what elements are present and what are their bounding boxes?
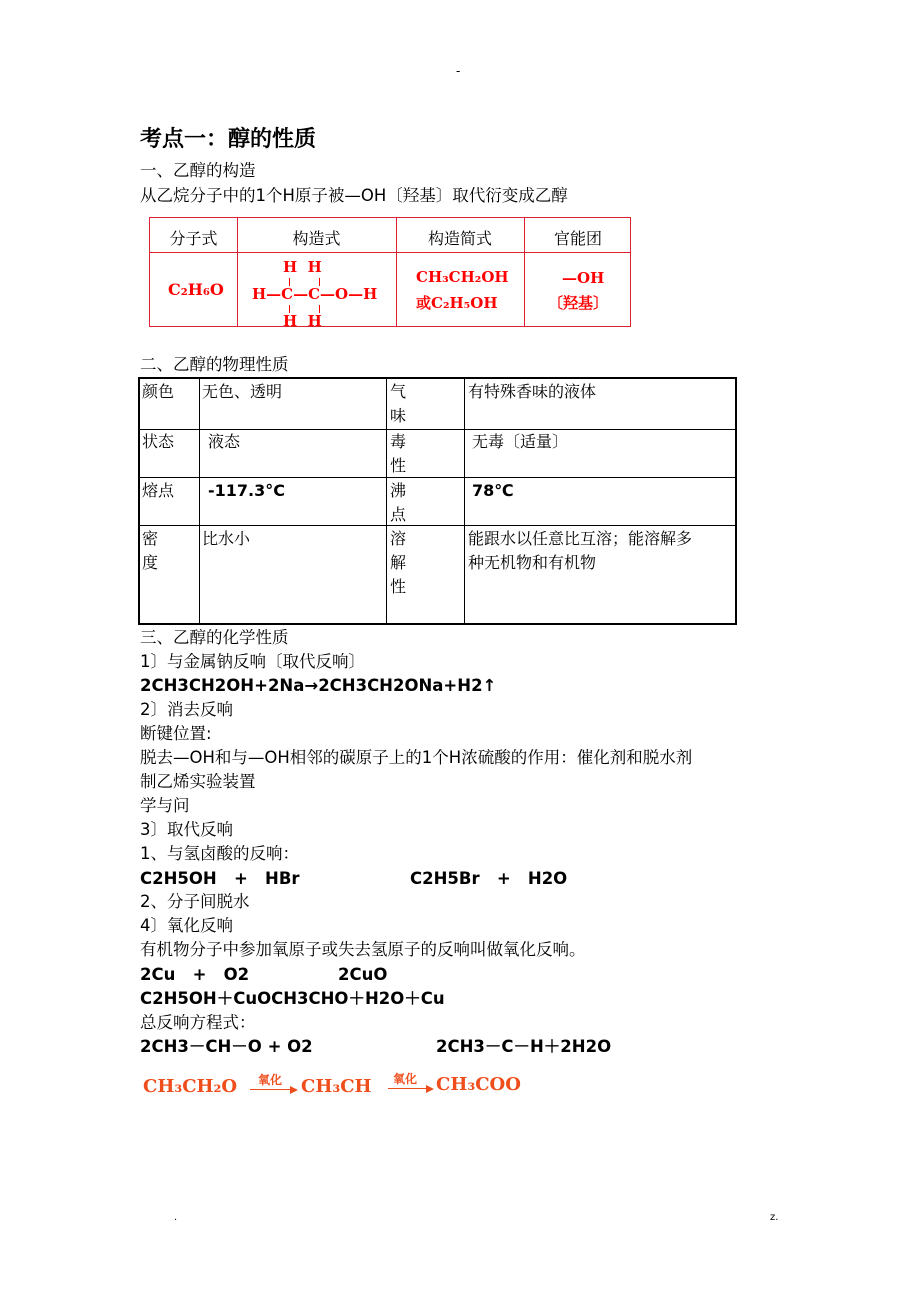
functional-group-name: 〔羟基〕: [548, 294, 609, 312]
reaction-1-title: 1〕与金属钠反响〔取代反响〕: [140, 652, 365, 671]
header-structural-formula: 构造式: [292, 229, 341, 248]
simplified-formula-2: 或C₂H₅OH: [416, 294, 498, 312]
label-solubility: 溶 解 性: [390, 529, 407, 596]
value-melting-point: -117.3°C: [208, 481, 285, 500]
label-density: 密 度: [142, 529, 159, 572]
hbr-products: C2H5Br + H2O: [410, 869, 568, 888]
oxidation-definition: 有机物分子中参加氧原子或失去氢原子的反响叫做氧化反响。: [140, 940, 586, 959]
page-title: 考点一：醇的性质: [140, 126, 317, 152]
overall-reactants: 2CH3－CH－O + O2: [140, 1037, 313, 1056]
value-solubility: 能跟水以任意比互溶；能溶解多 种无机物和有机物: [468, 529, 693, 572]
footer-left: .: [174, 1212, 178, 1223]
value-density: 比水小: [202, 529, 251, 548]
chain-acetic-acid: CH₃COO: [436, 1074, 521, 1095]
ethylene-apparatus: 制乙烯实验装置: [140, 772, 256, 791]
arrow-2-icon: [426, 1085, 434, 1093]
arrow-2-shaft: [388, 1088, 426, 1089]
hbr-reactants: C2H5OH + HBr: [140, 869, 300, 888]
label-state: 状态: [142, 432, 175, 451]
section2-heading: 二、乙醇的物理性质: [140, 355, 289, 374]
arrow-1-shaft: [250, 1089, 290, 1090]
footer-right: z.: [770, 1212, 779, 1223]
header-functional-group: 官能团: [553, 229, 602, 248]
elimination-description: 脱去—OH和与—OH相邻的碳原子上的1个H浓硫酸的作用：催化剂和脱水剂: [140, 748, 693, 767]
header-mark: -: [456, 64, 461, 78]
section1-heading: 一、乙醇的构造: [140, 161, 256, 180]
functional-group: —OH: [562, 269, 605, 287]
ethanol-cuo-equation: C2H5OH＋CuOCH3CHO＋H2O＋Cu: [140, 989, 445, 1008]
header-molecular-formula: 分子式: [169, 229, 218, 248]
molecular-formula: C₂H₆O: [168, 280, 224, 299]
value-boiling-point: 78℃: [472, 481, 514, 500]
reaction-2-title: 2〕消去反响: [140, 700, 233, 719]
chain-arrow-label-1: 氧化: [258, 1073, 283, 1087]
struct-main-chain: H—C—C—O—H: [252, 285, 378, 303]
bond-break-position: 断键位置:: [140, 724, 212, 743]
section3-heading: 三、乙醇的化学性质: [140, 628, 289, 647]
simplified-formula-1: CH₃CH₂OH: [416, 268, 509, 286]
label-boiling-point: 沸 点: [390, 481, 407, 524]
hydrohalic-acid-title: 1、与氢卤酸的反响：: [140, 844, 299, 863]
copper-oxidation-reactants: 2Cu + O2: [140, 965, 250, 984]
chain-arrow-label-2: 氧化: [393, 1072, 418, 1086]
intermolecular-dehydration: 2、分子间脱水: [140, 892, 250, 911]
label-color: 颜色: [142, 382, 175, 401]
study-question: 学与问: [140, 796, 190, 815]
label-melting-point: 熔点: [142, 481, 175, 500]
value-color: 无色、透明: [202, 382, 283, 401]
chain-ethanol: CH₃CH₂O: [143, 1076, 238, 1097]
struct-bottom-h: H H: [283, 312, 322, 330]
value-odor: 有特殊香味的液体: [468, 382, 597, 401]
label-toxicity: 毒 性: [390, 432, 407, 475]
label-odor: 气 味: [390, 382, 407, 425]
reaction-3-title: 3〕取代反响: [140, 820, 233, 839]
arrow-1-icon: [290, 1086, 298, 1094]
header-simplified-formula: 构造简式: [427, 229, 492, 248]
overall-equation-title: 总反响方程式：: [140, 1013, 256, 1032]
physical-properties-table: [138, 377, 737, 625]
reaction-4-title: 4〕氧化反响: [140, 916, 233, 935]
chain-acetaldehyde: CH₃CH: [301, 1076, 372, 1097]
structure-table: [149, 217, 631, 330]
overall-products: 2CH3－C－H＋2H2O: [436, 1037, 612, 1056]
value-toxicity: 无毒〔适量〕: [472, 432, 569, 451]
section1-intro: 从乙烷分子中的1个H原子被—OH〔羟基〕取代衍变成乙醇: [140, 186, 568, 205]
copper-oxidation-product: 2CuO: [338, 965, 388, 984]
reaction-1-equation: 2CH3CH2OH+2Na→2CH3CH2ONa+H2↑: [140, 676, 497, 695]
struct-top-h: H H: [283, 258, 322, 276]
value-state: 液态: [208, 432, 241, 451]
